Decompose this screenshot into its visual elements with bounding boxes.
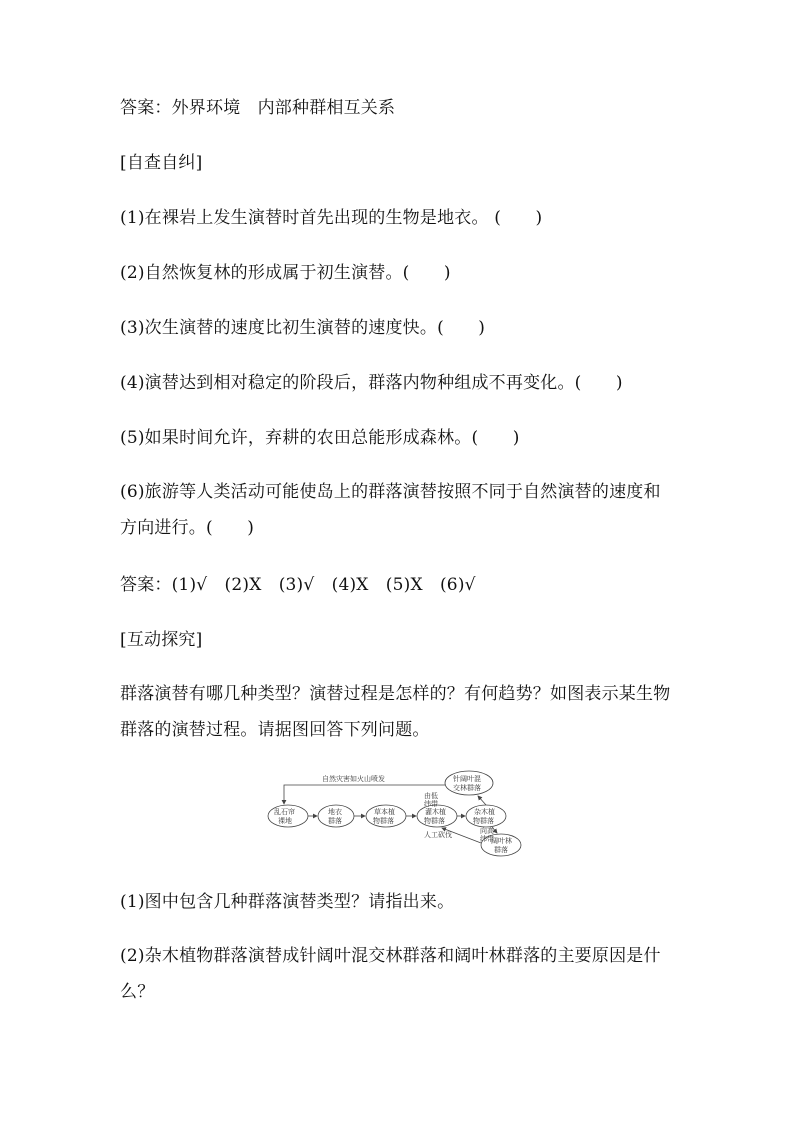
succession-diagram xyxy=(264,766,536,858)
node-shrub-l2: 物群落 xyxy=(424,817,445,825)
question-2: (2)自然恢复林的形成属于初生演替。( ) xyxy=(120,263,451,283)
logging-label: 人工砍伐 xyxy=(424,831,452,839)
answer-line-1: 答案：外界环境 内部种群相互关系 xyxy=(120,98,396,118)
arrow-mixed-to-conifer xyxy=(478,796,486,805)
node-lichen-l2: 群落 xyxy=(328,817,342,825)
node-bare-rock-l1: 乱石帘 xyxy=(274,808,295,816)
selfcheck-heading: [自查自纠] xyxy=(120,153,203,173)
node-shrub xyxy=(417,805,457,827)
node-lichen xyxy=(318,805,354,827)
node-bare-rock xyxy=(268,805,308,827)
question-4: (4)演替达到相对稳定的阶段后，群落内物种组成不再变化。( ) xyxy=(120,373,623,393)
node-mixed-wood xyxy=(466,805,506,827)
intro-paragraph: 群落演替有哪几种类型？演替过程是怎样的？有何趋势？如图表示某生物群落的演替过程。请据图回答下列问题。 xyxy=(120,684,671,740)
node-lichen-l1: 地衣 xyxy=(328,808,342,816)
lower-branch-l2: 纬带 xyxy=(480,835,494,843)
node-mixed-wood-l2: 物群落 xyxy=(473,817,494,825)
problem-1: (1)图中包含几种群落演替类型？请指出来。 xyxy=(120,892,455,912)
node-conifer-mix xyxy=(445,771,493,795)
question-6: (6)旅游等人类活动可能使岛上的群落演替按照不同于自然演替的速度和方向进行。( ) xyxy=(120,482,661,538)
node-mixed-wood-l1: 杂木植 xyxy=(474,808,495,816)
node-herb-l2: 物群落 xyxy=(373,817,394,825)
problem-2: (2)杂木植物群落演替成针阔叶混交林群落和阔叶林群落的主要原因是什么？ xyxy=(120,946,661,1002)
node-herb-l1: 草本植 xyxy=(374,808,395,816)
node-broadleaf-l2: 群落 xyxy=(494,846,508,854)
upper-branch-l2: 纬带 xyxy=(424,800,438,808)
node-conifer-mix-l1: 针阔叶混 xyxy=(453,775,481,783)
question-3: (3)次生演替的速度比初生演替的速度快。( ) xyxy=(120,318,486,338)
interactive-heading: [互动探究] xyxy=(120,630,203,650)
disaster-label: 自然灾害如火山喷发 xyxy=(322,775,385,783)
node-conifer-mix-l2: 交林群落 xyxy=(453,784,481,792)
lower-branch-l1: 向高 xyxy=(480,827,494,835)
question-5: (5)如果时间允许，弃耕的农田总能形成森林。( ) xyxy=(120,428,520,448)
node-shrub-l1: 灌木植 xyxy=(425,808,446,816)
node-herb xyxy=(366,805,406,827)
upper-branch-l1: 由低 xyxy=(424,792,438,800)
node-broadleaf-l1: 阔叶林 xyxy=(491,837,512,845)
answer-line-2: 答案：(1)√ (2)X (3)√ (4)X (5)X (6)√ xyxy=(120,575,476,595)
disaster-arrow xyxy=(284,785,446,804)
question-1: (1)在裸岩上发生演替时首先出现的生物是地衣。 ( ) xyxy=(120,208,543,228)
node-bare-rock-l2: 裸地 xyxy=(278,817,292,825)
